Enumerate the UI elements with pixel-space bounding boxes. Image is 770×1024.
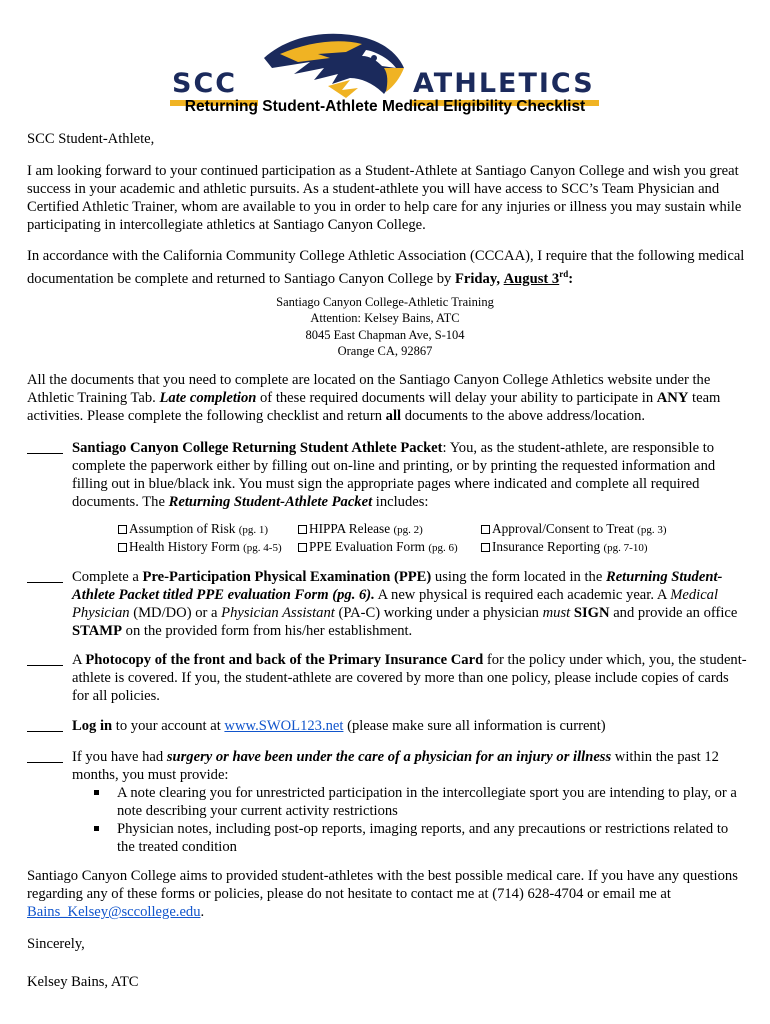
closing-text: Santiago Canyon College aims to provided student-athletes with the best possible medical care. If you have any questions regarding any of these forms or policies, please do not hesitate to contact me at (714) 628-4704 or email me at [27,868,738,902]
checklist-item-text [72,568,749,640]
documents-text-4: documents to the above address/location. [401,408,646,424]
ppe-text-3: A new physical is required each academic year. A [374,587,671,603]
page-title: Returning Student-Athlete Medical Eligibility Checklist [184,98,586,115]
ppe-exam-name: Pre-Participation Physical Examination (PPE) [142,569,432,585]
documents-text-1: All the documents that you need to complete are located on the Santiago Canyon College Athletics website under the Athletic Training Tab. [27,372,711,406]
logo-scc-text: SCC [172,68,238,99]
checkbox-icon[interactable] [298,543,307,552]
scc-athletics-logo [0,22,770,102]
list-item-text: A note clearing you for unrestricted participation in the intercollegiate sport you are intending to play, or a note describing your current activity restrictions [117,785,737,819]
deadline-text: In accordance with the California Community College Athletic Association (CCCAA), I require that the following medical documentation be complete and returned to Santiago Canyon College by [27,248,745,287]
ppe-text-8: on the provided form from his/her establishment. [122,623,413,639]
checkbox-icon[interactable] [118,525,127,534]
physician-assistant-text: Physician Assistant [221,605,335,621]
checklist-blank-5[interactable] [27,748,63,763]
form-pages: (pg. 2) [393,524,423,536]
closing-paragraph [27,867,749,921]
checkbox-icon[interactable] [481,525,490,534]
address-line-4: Orange CA, 92867 [337,343,433,358]
form-name: Approval/Consent to Treat [492,521,634,536]
form-item-health-history [118,538,282,557]
list-item-text: Physician notes, including post-op reports, imaging reports, and any precautions or restrictions related to the treated condition [117,821,729,855]
deadline-date-suffix: rd [559,269,569,279]
stamp-text: STAMP [72,623,122,639]
list-item [72,820,749,856]
medical-physician-text: Medical Physician [72,587,719,621]
insurance-card-text: Photocopy of the front and back of the Primary Insurance Card [85,652,484,668]
form-pages: (pg. 7-10) [603,542,648,554]
sign-text: SIGN [573,605,610,621]
checkbox-icon[interactable] [298,525,307,534]
ppe-text-5: (PA-C) working under a physician [334,605,543,621]
packet-name: Returning Student-Athlete Packet [168,494,373,510]
bullet-icon [94,790,99,795]
all-text: all [385,408,402,424]
deadline-date: August 3 [503,270,560,287]
ppe-form-reference: Returning Student-Athlete Packet titled PPE evaluation Form (pg. 6). [72,569,723,603]
checklist-blank-4[interactable] [27,717,63,732]
form-pages: (pg. 1) [238,524,269,536]
ppe-text-2: using the form located in the [431,569,606,585]
bullet-icon [94,826,99,831]
any-text: ANY [656,390,689,406]
form-name: Health History Form [129,539,240,554]
checklist-item-text [72,651,749,705]
checkbox-icon[interactable] [118,543,127,552]
log-in-text: Log in [72,718,113,734]
ppe-text-7: and provide an office [609,605,738,621]
salutation: SCC Student-Athlete, [27,131,155,147]
checklist-item-text [72,439,749,511]
ppe-text-4: (MD/DO) or a [129,605,222,621]
login-text-1: to your account at [112,718,225,734]
address-line-2: Attention: Kelsey Bains, ATC [310,311,460,326]
late-completion-text: Late completion [159,390,257,406]
mailing-address [0,294,770,359]
insurance-text-1: A [72,652,86,668]
form-pages: (pg. 3) [637,524,667,536]
insurance-text-2: for the policy under which, you, the student-athlete is covered. If you, the student-athlete are covered by more than one policy, please include copies of cards for all policies. [72,652,747,704]
packet-includes: includes: [372,494,429,510]
packet-title: Santiago Canyon College Returning Student Athlete Packet [72,440,443,456]
form-item-ppe-evaluation [298,538,458,557]
deadline-paragraph [27,247,749,288]
packet-description: : You, as the student-athlete, are responsible to complete the paperwork either by filling out on-line and printing, or by printing the requested information and filling out in blue/black ink. You must sign the appropriate pages where indicated and complete all required documents. The [72,440,716,510]
form-item-hippa-release [298,520,423,539]
checklist-blank-3[interactable] [27,651,63,666]
form-name: PPE Evaluation Form [309,539,425,554]
form-name: Insurance Reporting [492,539,601,554]
surgery-condition-text: surgery or have been under the care of a physician for an injury or illness [166,749,612,765]
checklist-item-text [72,748,749,784]
checklist-item-ppe [27,568,749,640]
deadline-day: Friday, [454,270,500,287]
form-name: Assumption of Risk [129,521,236,536]
checklist-item-packet [27,439,749,511]
must-text: must [542,605,571,621]
surgery-text-2: within the past 12 months, you must provide: [72,749,719,783]
checklist-item-login [27,717,749,735]
address-line-3: 8045 East Chapman Ave, S-104 [305,327,465,342]
logo-athletics-text: ATHLETICS [413,68,595,99]
checkbox-icon[interactable] [481,543,490,552]
form-name: HIPPA Release [309,521,391,536]
documents-paragraph [27,371,749,425]
address-line-1: Santiago Canyon College-Athletic Training [276,295,494,309]
intro-paragraph: I am looking forward to your continued participation as a Student-Athlete at Santiago Canyon College and wish you great success in your academic and athletic pursuits. As a student-athlete you will have access to SCC’s Team Physician and Certified Athletic Trainer, whom are available to you in order to help care for any injuries or illness you may sustain while participating in intercollegiate athletics at Santiago Canyon College. [27,163,742,233]
checklist-item-text [72,717,749,735]
checklist-item-surgery [27,748,749,856]
form-pages: (pg. 4-5) [243,542,282,554]
documents-text-2: of these required documents will delay your ability to participate in [256,390,657,406]
email-link[interactable]: Bains_Kelsey@sccollege.edu [27,904,201,920]
form-item-approval-consent [481,520,667,539]
ppe-text-1: Complete a [72,569,143,585]
form-pages: (pg. 6) [428,542,458,554]
form-item-insurance-reporting [481,538,648,557]
eagle-head-icon [258,28,408,102]
checklist-blank-2[interactable] [27,568,63,583]
login-text-2: (please make sure all information is current) [343,718,606,734]
sign-off: Sincerely, [27,936,85,952]
documents-text-3: team activities. Please complete the following checklist and return [27,390,721,424]
signature-name: Kelsey Bains, ATC [27,974,139,990]
swol-link[interactable]: www.SWOL123.net [224,718,344,734]
list-item [72,784,749,820]
deadline-colon: : [568,270,574,287]
checklist-blank-1[interactable] [27,439,63,454]
checklist-item-insurance-card [27,651,749,705]
surgery-requirements-list [72,784,749,856]
surgery-text-1: If you have had [72,749,167,765]
closing-period: . [200,904,205,920]
form-item-assumption-of-risk [118,520,268,539]
